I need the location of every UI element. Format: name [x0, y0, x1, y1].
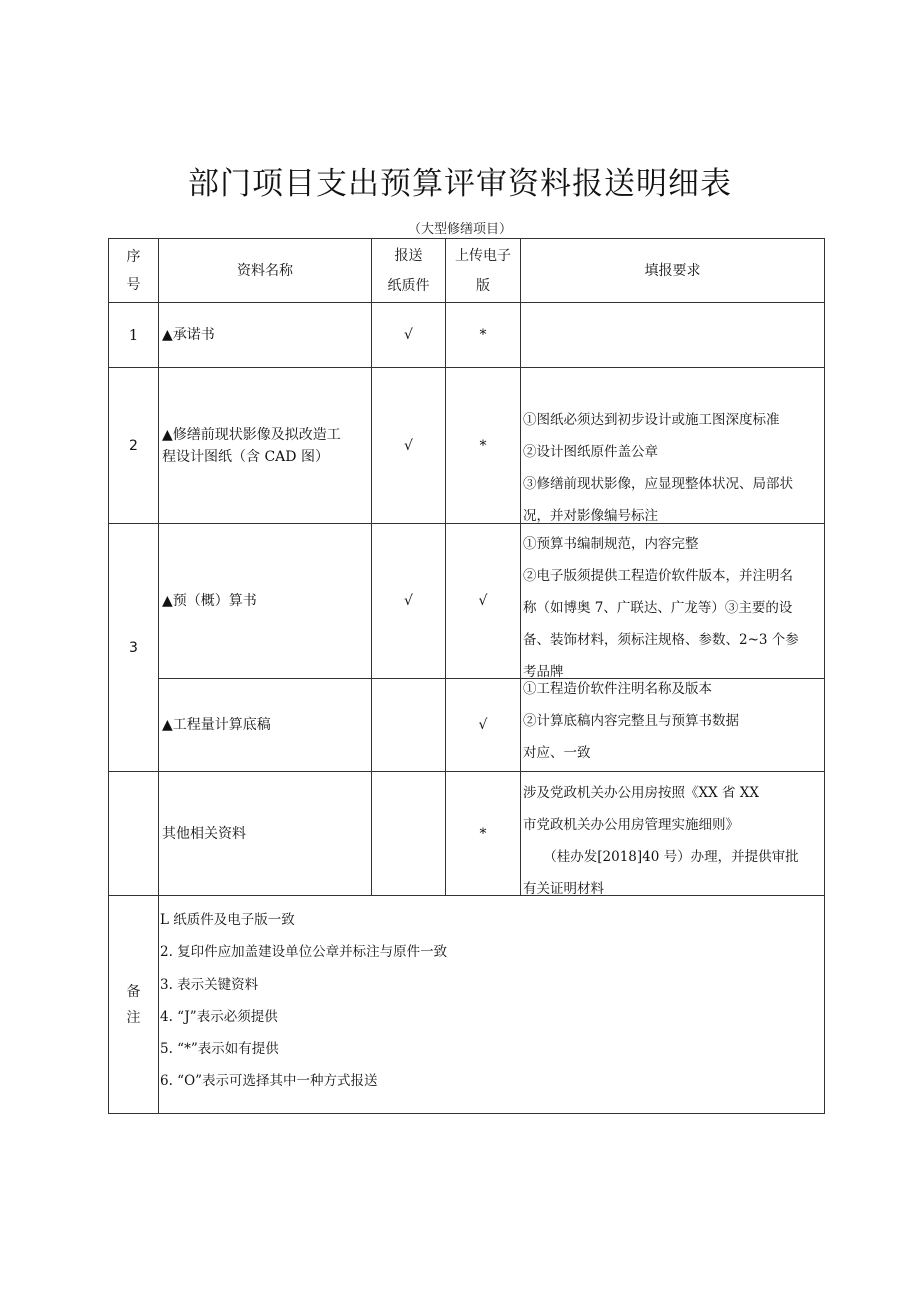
- notes-label-line2: 注: [126, 1009, 141, 1026]
- header-seq-line1: 序: [126, 248, 141, 265]
- note-item: 2. 复印件应加盖建设单位公章并标注与原件一致: [160, 944, 448, 961]
- row3b-requirements: [523, 673, 823, 769]
- row2-requirements: [523, 404, 823, 532]
- row2-name-line1: ▲修缮前现状影像及拟改造工: [162, 426, 341, 443]
- row3b-req-line: ①工程造价软件注明名称及版本: [523, 681, 712, 697]
- row2-electronic-mark: *: [479, 437, 487, 454]
- row1-name: ▲承诺书: [162, 327, 215, 343]
- row4-electronic-mark: *: [479, 825, 487, 842]
- row2-req-line: ③修缮前现状影像，应显现整体状况、局部状: [523, 476, 793, 492]
- row3a-req-line: ①预算书编制规范，内容完整: [523, 536, 699, 552]
- row2-seq: 2: [129, 437, 138, 454]
- row1-electronic-mark: *: [479, 327, 487, 343]
- row3-seq: 3: [129, 639, 138, 656]
- row2-name-line2: 程设计图纸（含 CAD 图）: [162, 448, 329, 465]
- note-item: 6. “O”表示可选择其中一种方式报送: [160, 1073, 378, 1090]
- header-electronic-line1: 上传电子: [455, 247, 511, 264]
- note-item: 5. “*”表示如有提供: [160, 1041, 279, 1058]
- header-paper-line2: 纸质件: [387, 277, 430, 294]
- row3a-name: ▲预（概）算书: [162, 593, 257, 609]
- row4-name: 其他相关资料: [162, 825, 246, 842]
- row3a-req-line: 备、装饰材料，须标注规格、参数、2~3 个参: [523, 632, 799, 648]
- row3b-name: ▲工程量计算底稿: [162, 717, 271, 733]
- notes-label-line1: 备: [126, 983, 141, 1000]
- header-electronic-line2: 版: [476, 277, 490, 294]
- note-item: 4. “J”表示必须提供: [160, 1008, 278, 1025]
- note-item: L 纸质件及电子版一致: [160, 912, 295, 928]
- row4-req-line: （桂办发[2018]40 号）办理，并提供审批: [523, 849, 799, 865]
- header-paper: [372, 239, 445, 302]
- row3a-req-line: 考品牌: [523, 664, 564, 680]
- row2-req-line: 况，并对影像编号标注: [523, 508, 658, 524]
- row3b-electronic-mark: √: [478, 717, 488, 733]
- row3a-req-line: 称（如博奥 7、广联达、广龙等）③主要的设: [523, 600, 793, 616]
- row3b-req-line: ②计算底稿内容完整且与预算书数据: [523, 713, 739, 729]
- header-seq-line2: 号: [126, 276, 141, 293]
- row4-req-line: 市党政机关办公用房管理实施细则》: [523, 817, 739, 833]
- row4-req-line: 涉及党政机关办公用房按照《XX 省 XX: [523, 785, 760, 801]
- row1-paper-mark: √: [404, 327, 413, 343]
- row3a-electronic-mark: √: [478, 593, 488, 609]
- page-title: 部门项目支出预算评审资料报送明细表: [188, 166, 732, 202]
- header-paper-line1: 报送: [394, 247, 423, 264]
- row1-seq: 1: [128, 326, 139, 344]
- row2-req-line: ①图纸必须达到初步设计或施工图深度标准: [523, 412, 780, 428]
- row4-req-line: 有关证明材料: [523, 881, 604, 897]
- header-seq: [109, 239, 158, 302]
- notes-list: [160, 904, 447, 1098]
- row4-requirements: [523, 777, 823, 905]
- page-subtitle: （大型修缮项目）: [407, 222, 512, 237]
- row3b-req-line: 对应、一致: [523, 745, 591, 761]
- row2-paper-mark: √: [404, 437, 413, 454]
- note-item: 3. 表示关键资料: [160, 976, 259, 993]
- header-name: 资料名称: [237, 262, 293, 279]
- row3a-req-line: ②电子版须提供工程造价软件版本，并注明名: [523, 568, 793, 584]
- header-requirements: 填报要求: [644, 262, 701, 279]
- row2-name: [159, 368, 371, 523]
- row2-req-line: ②设计图纸原件盖公章: [523, 444, 658, 460]
- header-electronic: [446, 239, 520, 302]
- row3a-paper-mark: √: [404, 593, 413, 609]
- notes-label: [109, 896, 158, 1113]
- row3a-requirements: [523, 528, 823, 688]
